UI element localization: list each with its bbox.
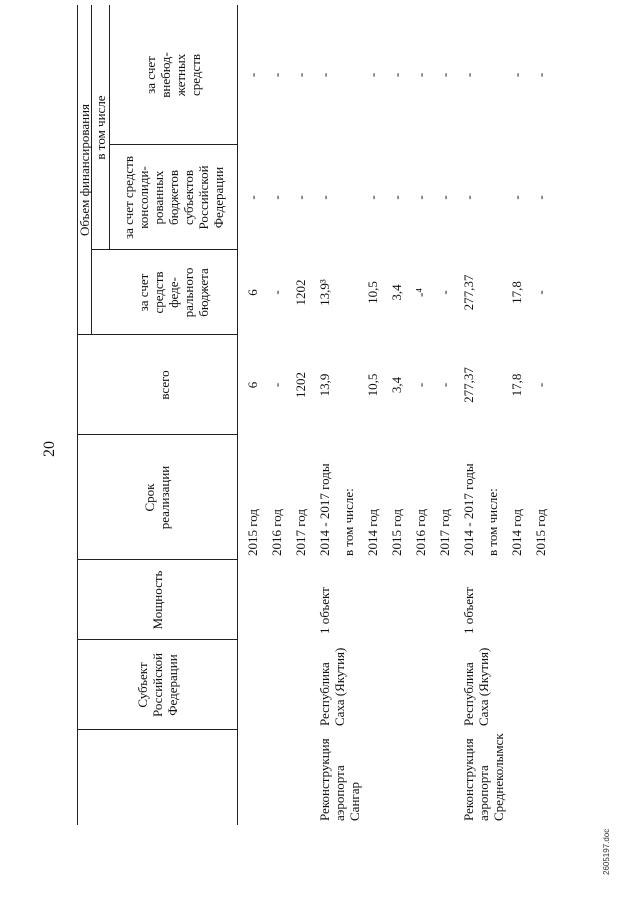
row-regional: - xyxy=(413,195,428,200)
row-total: 13,9 xyxy=(317,373,332,397)
header-extrabudget: за счет внебюд- жетных средств xyxy=(143,52,203,98)
table-h-rule xyxy=(237,5,238,825)
row-period: 2016 год xyxy=(269,509,284,556)
row-extrabudget: - xyxy=(437,72,452,78)
row-object: Реконструкция аэропорта Сангар xyxy=(317,738,362,821)
row-federal: 277,37 xyxy=(461,274,476,311)
row-total: - xyxy=(533,382,548,388)
row-extrabudget: - xyxy=(293,72,308,78)
header-regional: за счет средств консолиди- рованных бюджетов субъектов Российской Федерации xyxy=(120,156,226,239)
row-federal: 17,8 xyxy=(509,281,524,304)
row-period: 2014 - 2017 годы xyxy=(317,463,332,556)
row-period: 2015 год xyxy=(389,509,404,556)
header-federal: за счет средств феде- рального бюджета xyxy=(135,267,211,318)
header-period: Срок реализации xyxy=(142,465,172,530)
row-regional: - xyxy=(533,195,548,200)
row-federal: 6 xyxy=(245,289,260,296)
row-total: 17,8 xyxy=(509,373,524,397)
row-total: 1202 xyxy=(293,372,308,398)
document-footer: 2605197.doc xyxy=(602,828,611,875)
row-federal: 3,4 xyxy=(389,284,404,301)
row-regional: - xyxy=(509,195,524,200)
row-extrabudget: - xyxy=(533,72,548,78)
row-period: 2014 год xyxy=(509,509,524,556)
row-subject: Республика Саха (Якутия) xyxy=(461,647,491,726)
row-federal: -⁴ xyxy=(413,288,428,297)
row-extrabudget: - xyxy=(317,72,332,78)
page-number: 20 xyxy=(41,441,58,457)
row-period: 2015 год xyxy=(245,509,260,556)
row-total: 6 xyxy=(245,381,260,389)
row-regional: - xyxy=(365,195,380,200)
row-period: 2017 год xyxy=(293,509,308,556)
row-total: 277,37 xyxy=(461,367,476,403)
row-federal: 10,5 xyxy=(365,281,380,304)
row-extrabudget: - xyxy=(389,72,404,78)
row-period: в том числе: xyxy=(341,488,356,556)
row-regional: - xyxy=(269,195,284,200)
row-period: в том числе: xyxy=(485,488,500,556)
row-regional: - xyxy=(389,195,404,200)
row-total: - xyxy=(269,382,284,388)
row-federal: - xyxy=(269,290,284,295)
row-object: Реконструкция аэропорта Среднеколымск xyxy=(461,733,506,821)
row-total: 10,5 xyxy=(365,373,380,397)
row-capacity: 1 объект xyxy=(317,587,332,634)
row-total: - xyxy=(413,382,428,388)
header-total: всего xyxy=(156,370,172,400)
header-including: в том числе xyxy=(92,95,108,160)
row-period: 2015 год xyxy=(533,509,548,556)
row-regional: - xyxy=(317,195,332,200)
row-extrabudget: - xyxy=(365,72,380,78)
row-subject: Республика Саха (Якутия) xyxy=(317,647,347,726)
row-period: 2014 год xyxy=(365,509,380,556)
row-period: 2017 год xyxy=(437,509,452,556)
row-extrabudget: - xyxy=(269,72,284,78)
row-extrabudget: - xyxy=(509,72,524,78)
row-period: 2016 год xyxy=(413,509,428,556)
header-funding: Объем финансирования xyxy=(76,103,92,237)
row-regional: - xyxy=(461,195,476,200)
row-total: 3,4 xyxy=(389,376,404,394)
row-federal: - xyxy=(533,290,548,295)
row-period: 2014 - 2017 годы xyxy=(461,463,476,556)
row-federal: 13,9³ xyxy=(317,279,332,306)
row-federal: - xyxy=(437,290,452,295)
row-total: - xyxy=(437,382,452,388)
row-regional: - xyxy=(245,195,260,200)
financing-table xyxy=(76,5,548,825)
row-regional: - xyxy=(293,195,308,200)
row-federal: 1202 xyxy=(293,279,308,306)
header-capacity: Мощность xyxy=(149,570,165,630)
row-regional: - xyxy=(437,195,452,200)
row-capacity: 1 объект xyxy=(461,587,476,634)
row-extrabudget: - xyxy=(413,72,428,78)
row-extrabudget: - xyxy=(461,72,476,78)
row-extrabudget: - xyxy=(245,72,260,78)
header-subject: Субъект Российской Федерации xyxy=(134,652,180,718)
